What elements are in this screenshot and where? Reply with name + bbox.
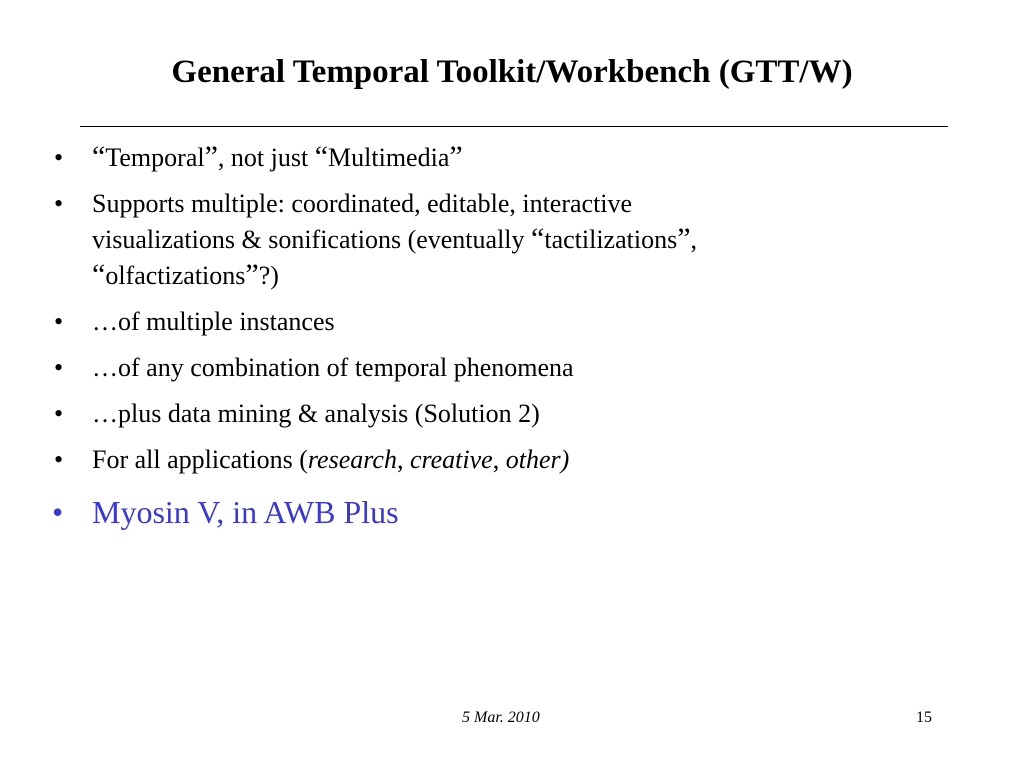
slide-number: 15: [916, 709, 932, 726]
bullet-text-italic: other): [505, 445, 570, 474]
close-quote: ”: [204, 140, 218, 173]
close-quote: ”: [245, 258, 259, 291]
bullet-item-instances: [50, 304, 950, 340]
myosin-link-text[interactable]: Myosin V, in AWB Plus: [92, 494, 399, 530]
open-quote: “: [92, 258, 106, 291]
open-quote: “: [531, 222, 545, 255]
close-quote: ”: [449, 140, 463, 173]
bullet-marker: •: [54, 399, 64, 428]
bullet-text: tactilizations: [544, 225, 678, 254]
bullet-text: ,: [690, 225, 698, 254]
open-quote: “: [314, 140, 329, 173]
open-quote: “: [92, 140, 106, 173]
bullet-text: Multimedia: [328, 143, 450, 172]
title-divider: [80, 126, 948, 127]
bullet-item-supports: [50, 186, 950, 294]
bullet-text: ,: [396, 445, 410, 474]
bullet-text: , not just: [217, 143, 315, 172]
bullet-text: ,: [492, 445, 506, 474]
bullet-text: ?): [258, 261, 279, 290]
bullet-text: For all applications (: [92, 445, 308, 474]
bullet-marker: •: [54, 445, 64, 474]
bullet-marker: •: [54, 189, 64, 218]
bullet-text-italic: creative: [409, 445, 493, 474]
bullet-text-italic: research: [307, 445, 397, 474]
bullet-marker: •: [54, 307, 64, 336]
bullet-item-myosin-link[interactable]: [50, 492, 950, 532]
bullet-marker: •: [54, 353, 64, 382]
bullet-text: visualizations & sonifications (eventually: [92, 225, 532, 254]
bullet-text: …of multiple instances: [92, 307, 335, 336]
bullet-item-combination: [50, 350, 950, 386]
bullet-text: olfactizations: [105, 261, 246, 290]
footer-date: 5 Mar. 2010: [462, 709, 540, 726]
slide-title: General Temporal Toolkit/Workbench (GTT/W): [171, 54, 853, 90]
bullet-text: …of any combination of temporal phenomena: [92, 353, 574, 382]
bullet-text: Supports multiple: coordinated, editable, interactive: [92, 189, 633, 218]
bullet-item-data-mining: [50, 396, 950, 432]
close-quote: ”: [677, 222, 691, 255]
bullet-marker: •: [52, 494, 64, 530]
bullet-marker: •: [54, 143, 64, 172]
bullet-item-applications: [50, 442, 950, 478]
bullet-list: [50, 140, 950, 542]
bullet-text: …plus data mining & analysis (Solution 2): [92, 399, 540, 428]
bullet-text: Temporal: [105, 143, 205, 172]
bullet-item-temporal: [50, 140, 950, 176]
